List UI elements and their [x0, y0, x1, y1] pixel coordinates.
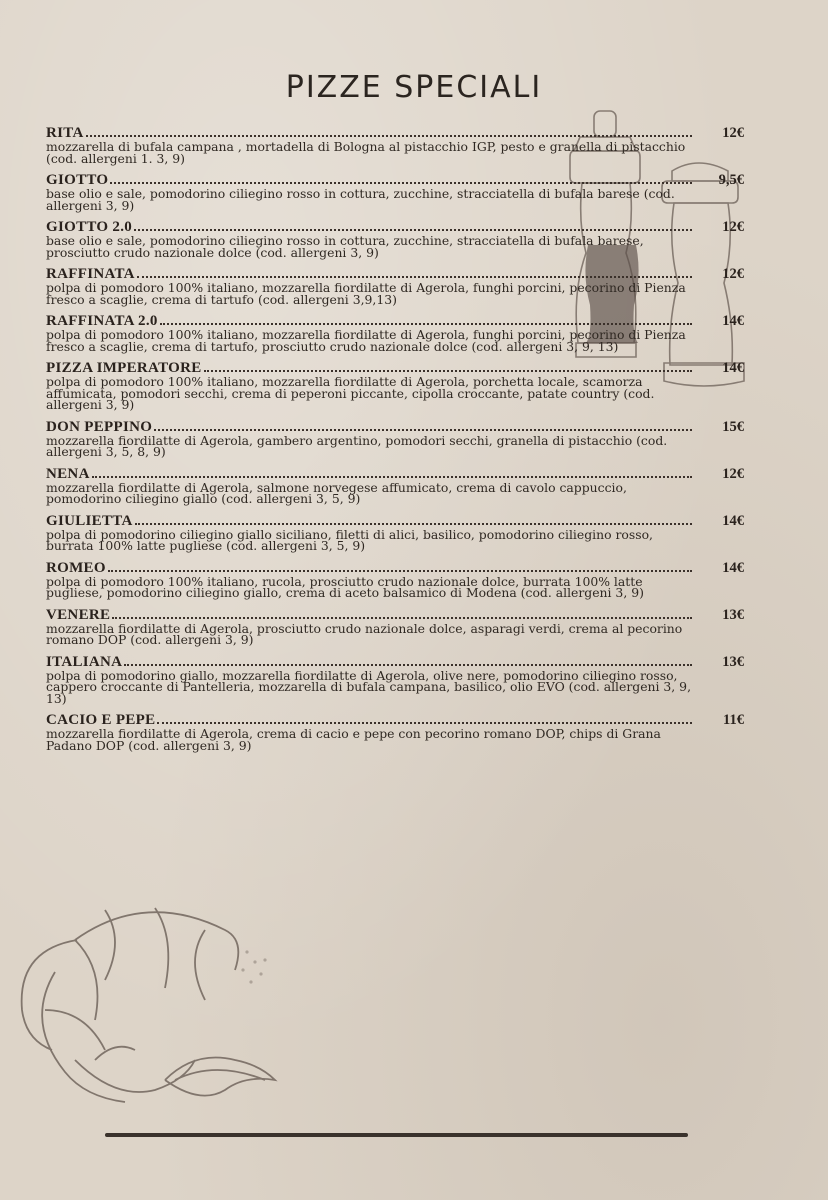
page-title: PIZZE SPECIALI	[285, 70, 543, 106]
item-name: CACIO E PEPE	[46, 712, 156, 728]
item-description: polpa di pomodoro 100% italiano, rucola, prosciutto crudo nazionale dolce, burrata 100% latte pugliese, pomodorino ciliegino giallo, crema di aceto balsamico di Modena (cod. allergeni 3, 9)	[46, 573, 644, 600]
item-description: base olio e sale, pomodorino ciliegino rosso in cottura, zucchine, stracciatella di bufala barese (cod. allergeni 3, 9)	[46, 186, 675, 213]
item-description: mozzarella fiordilatte di Agerola, salmone norvegese affumicato, crema di cavolo cappuccio, pomodorino ciliegino giallo (cod. allergeni 3, 5, 9)	[46, 479, 627, 506]
menu-item	[46, 466, 744, 505]
menu-item	[46, 266, 744, 305]
item-price: 13€	[722, 606, 744, 623]
menu-item	[46, 172, 744, 211]
item-price: 14€	[722, 559, 744, 576]
item-price: 12€	[722, 465, 744, 482]
menu-item	[46, 712, 744, 751]
dot-leader	[92, 475, 692, 478]
dot-leader	[124, 663, 692, 666]
menu-item	[46, 125, 744, 164]
dot-leader	[108, 569, 692, 572]
dot-leader	[135, 522, 692, 525]
item-price: 9,5€	[718, 172, 744, 188]
dot-leader	[110, 181, 692, 184]
item-price: 14€	[722, 313, 744, 329]
item-description: polpa di pomodorino giallo, mozzarella fiordilatte di Agerola, olive nere, pomodorino ciliegino rosso, cappero croccante di Pantelleria, mozzarella di bufala campana, basilico, olio EVO (cod. allergeni 3, 9, 13)	[46, 667, 692, 706]
item-description: mozzarella fiordilatte di Agerola, prosciutto crudo nazionale dolce, asparagi verdi, crema al pecorino romano DOP (cod. allergeni 3, 9)	[46, 620, 683, 647]
menu-item	[46, 313, 744, 352]
item-price: 12€	[722, 125, 744, 141]
menu-item	[46, 419, 744, 458]
item-description: mozzarella fiordilatte di Agerola, gambero argentino, pomodori secchi, granella di pistacchio (cod. allergeni 3, 5, 8, 9)	[46, 432, 668, 459]
menu-item	[46, 560, 744, 599]
item-description: polpa di pomodoro 100% italiano, mozzarella fiordilatte di Agerola, funghi porcini, pecorino di Pienza fresco a scaglie, crema di tartufo (cod. allergeni 3,9,13)	[46, 280, 686, 307]
dot-leader	[154, 428, 692, 431]
item-price: 14€	[722, 512, 744, 529]
croissant-illustration	[15, 900, 285, 1130]
item-name: GIOTTO	[46, 172, 109, 188]
item-name: PIZZA IMPERATORE	[46, 360, 202, 376]
item-name: NENA	[46, 465, 90, 482]
dot-leader	[86, 134, 692, 137]
menu-item	[46, 360, 744, 411]
dot-leader	[204, 369, 692, 372]
item-description: base olio e sale, pomodorino ciliegino rosso in cottura, zucchine, stracciatella di bufala barese, prosciutto crudo nazionale dolce (cod. allergeni 3, 9)	[46, 233, 644, 260]
menu-item	[46, 513, 744, 552]
menu-item	[46, 219, 744, 258]
item-name: ROMEO	[46, 559, 106, 576]
item-name: DON PEPPINO	[46, 418, 153, 435]
dot-leader	[157, 721, 692, 724]
menu-item	[46, 654, 744, 705]
item-price: 15€	[722, 418, 744, 435]
item-name: GIOTTO 2.0	[46, 219, 133, 235]
item-description: mozzarella di bufala campana , mortadella di Bologna al pistacchio IGP, pesto e granella di pistacchio (cod. allergeni 1. 3, 9)	[46, 139, 686, 166]
item-description: mozzarella fiordilatte di Agerola, crema di cacio e pepe con pecorino romano DOP, chips di Grana Padano DOP (cod. allergeni 3, 9)	[46, 726, 661, 753]
item-description: polpa di pomodoro 100% italiano, mozzarella fiordilatte di Agerola, funghi porcini, pecorino di Pienza fresco a scaglie, crema di tartufo, prosciutto crudo nazionale dolce (cod. allergeni 3, 9, 13)	[46, 327, 686, 354]
dot-leader	[137, 275, 692, 278]
dot-leader	[160, 322, 692, 325]
item-name: RAFFINATA	[46, 266, 135, 282]
item-price: 12€	[722, 219, 744, 235]
item-price: 12€	[722, 266, 744, 282]
item-price: 11€	[723, 712, 744, 728]
dot-leader	[134, 228, 692, 231]
menu-item	[46, 607, 744, 646]
item-description: polpa di pomodorino ciliegino giallo siciliano, filetti di alici, basilico, pomodorino ciliegino rosso, burrata 100% latte pugliese (cod. allergeni 3, 5, 9)	[46, 526, 653, 553]
item-price: 14€	[722, 360, 744, 376]
item-name: ITALIANA	[46, 653, 123, 670]
item-name: VENERE	[46, 606, 111, 623]
item-name: RAFFINATA 2.0	[46, 313, 158, 329]
item-name: RITA	[46, 125, 84, 141]
item-description: polpa di pomodoro 100% italiano, mozzarella fiordilatte di Agerola, porchetta locale, scamorza affumicata, pomodori secchi, crema di peperoni piccante, cipolla croccante, patate country (cod. allergeni 3, 9)	[46, 374, 655, 412]
dot-leader	[112, 616, 692, 619]
item-name: GIULIETTA	[46, 512, 133, 529]
pizza-menu	[46, 125, 744, 759]
bottom-divider	[105, 1133, 688, 1137]
item-price: 13€	[722, 653, 744, 670]
